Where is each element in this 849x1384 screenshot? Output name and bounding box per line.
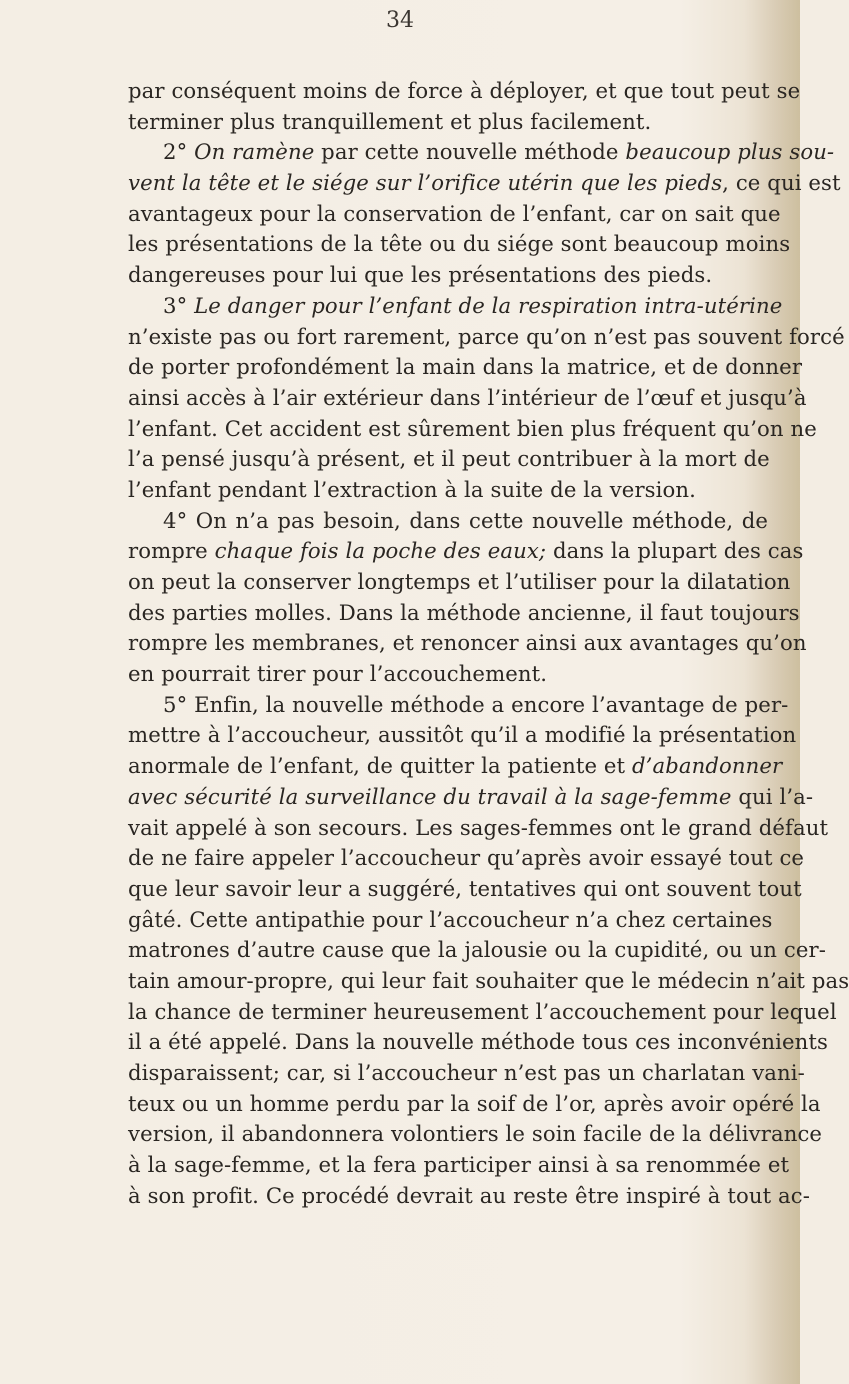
text-line — [128, 720, 797, 751]
text-line — [128, 997, 837, 1028]
italic-segment: avec sécurité la surveillance du travail à la sage-femme — [128, 783, 732, 809]
text-line — [128, 1150, 790, 1181]
text-segment: l’a pensé jusqu’à présent, et il peut contribuer à la mort de — [128, 446, 770, 472]
text-segment: anormale de l’enfant, de quitter la patiente et — [128, 753, 633, 779]
text-line — [128, 352, 803, 383]
text-line — [128, 506, 768, 537]
text-segment: ainsi accès à l’air extérieur dans l’intérieur de l’œuf et jusqu’à — [128, 384, 807, 410]
text-line — [128, 383, 807, 414]
text-segment: avantageux pour la conservation de l’enfant, car on sait que — [128, 200, 781, 226]
text-line — [128, 260, 768, 291]
text-segment: 4° On n’a pas besoin, dans cette nouvelle méthode, de — [163, 507, 768, 533]
text-line — [128, 628, 807, 659]
text-line — [128, 905, 773, 936]
text-segment: n’existe pas ou fort rarement, parce qu’on n’est pas souvent forcé — [128, 323, 845, 349]
text-segment: mettre à l’accoucheur, aussitôt qu’il a modifié la présentation — [128, 722, 797, 748]
text-segment: en pourrait tirer pour l’accouchement. — [128, 661, 548, 687]
text-segment: version, il abandonnera volontiers le soin facile de la délivrance — [128, 1121, 823, 1147]
text-segment: on peut la conserver longtemps et l’utiliser pour la dilatation — [128, 569, 791, 594]
text-line — [128, 1181, 810, 1212]
text-segment: les présentations de la tête ou du siége sont beaucoup moins — [128, 231, 791, 257]
text-segment: il a été appelé. Dans la nouvelle méthode tous ces inconvénients — [128, 1029, 828, 1055]
text-segment: de ne faire appeler l’accoucheur qu’après avoir essayé tout ce — [128, 845, 805, 871]
text-segment: de porter profondément la main dans la matrice, et de donner — [128, 354, 803, 380]
text-line — [128, 76, 801, 107]
text-segment: par conséquent moins de force à déployer, et que tout peut se — [128, 78, 801, 103]
text-line — [128, 536, 804, 567]
text-line — [128, 659, 768, 690]
text-line — [128, 843, 805, 874]
text-line — [128, 567, 791, 598]
body-text — [128, 76, 849, 1211]
page-number: 34 — [386, 8, 414, 33]
italic-segment: beaucoup plus sou- — [625, 139, 835, 165]
text-segment: dans la plupart des cas — [546, 538, 804, 564]
text-segment: l’enfant pendant l’extraction à la suite de la version. — [128, 476, 696, 502]
text-line — [128, 782, 814, 813]
text-segment: des parties molles. Dans la méthode ancienne, il faut toujours — [128, 599, 800, 625]
italic-segment: On ramène — [194, 139, 315, 165]
text-segment: matrones d’autre cause que la jalousie ou la cupidité, ou un cer- — [128, 937, 826, 963]
text-segment: terminer plus tranquillement et plus facilement. — [128, 108, 652, 134]
text-segment: 5° Enfin, la nouvelle méthode a encore l’avantage de per- — [163, 691, 789, 717]
text-line — [128, 598, 800, 629]
text-line — [128, 1119, 823, 1150]
text-line — [128, 322, 845, 353]
text-line — [128, 1027, 828, 1058]
italic-segment: d’abandonner — [632, 753, 783, 779]
italic-segment: Le danger pour l’enfant de la respiration intra-utérine — [194, 292, 783, 318]
text-segment: qui l’a- — [731, 783, 814, 809]
text-line — [128, 444, 768, 475]
text-line — [128, 690, 789, 721]
text-segment: gâté. Cette antipathie pour l’accoucheur n’a chez certaines — [128, 906, 773, 932]
text-line — [128, 414, 817, 445]
text-segment: la chance de terminer heureusement l’accouchement pour lequel — [128, 998, 837, 1024]
text-line — [128, 199, 781, 230]
text-line — [128, 107, 768, 138]
text-segment: disparaissent; car, si l’accoucheur n’est pas un charlatan vani- — [128, 1060, 805, 1085]
text-segment: l’enfant. Cet accident est sûrement bien plus fréquent qu’on ne — [128, 415, 817, 441]
text-segment: teux ou un homme perdu par la soif de l’or, après avoir opéré la — [128, 1090, 821, 1116]
text-segment: 2° — [163, 139, 195, 165]
text-line — [128, 1058, 805, 1089]
text-segment: que leur savoir leur a suggéré, tentatives qui ont souvent tout — [128, 875, 802, 901]
text-segment: 3° — [163, 292, 195, 318]
text-line — [128, 1089, 821, 1120]
text-line — [128, 813, 829, 844]
text-line — [128, 137, 835, 168]
text-line — [128, 229, 791, 260]
text-segment: à la sage-femme, et la fera participer ainsi à sa renommée et — [128, 1152, 790, 1178]
text-segment: vait appelé à son secours. Les sages-femmes ont le grand défaut — [128, 814, 829, 840]
text-segment: à son profit. Ce procédé devrait au reste être inspiré à tout ac- — [128, 1182, 810, 1208]
text-line — [128, 475, 768, 506]
text-line — [128, 874, 802, 905]
text-segment: par cette nouvelle méthode — [314, 139, 626, 165]
text-segment: tain amour-propre, qui leur fait souhaiter que le médecin n’ait pas — [128, 967, 849, 993]
text-line — [128, 291, 783, 322]
text-line — [128, 751, 783, 782]
italic-segment: vent la tête et le siége sur l’orifice utérin que les pieds — [128, 170, 723, 196]
text-line — [128, 168, 841, 199]
text-line — [128, 966, 849, 997]
text-line — [128, 935, 826, 966]
italic-segment: chaque fois la poche des eaux; — [214, 538, 547, 564]
text-segment: , ce qui est — [722, 170, 841, 196]
text-segment: dangereuses pour lui que les présentations des pieds. — [128, 262, 713, 288]
text-segment: rompre les membranes, et renoncer ainsi aux avantages qu’on — [128, 630, 807, 656]
text-segment: rompre — [128, 538, 215, 564]
